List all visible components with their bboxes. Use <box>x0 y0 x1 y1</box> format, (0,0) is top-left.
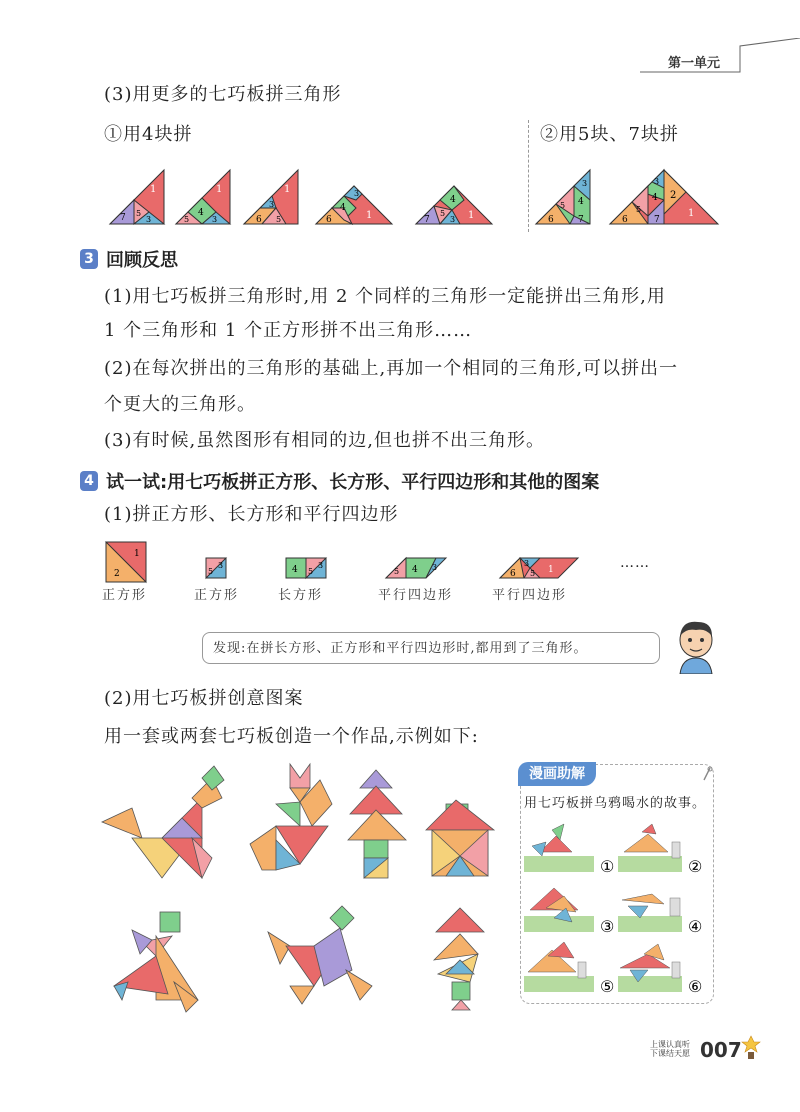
square-figure-large <box>106 542 146 582</box>
triangle-figure-6 <box>536 170 590 225</box>
svg-text:5: 5 <box>394 567 400 576</box>
figure-cat <box>250 764 332 870</box>
caption-parallelogram-2: 平行四边形 <box>492 588 568 603</box>
svg-text:5: 5 <box>136 209 142 218</box>
comic-mark-1: ① <box>600 857 615 876</box>
triangle-figure-4 <box>316 186 392 225</box>
comic-mark-3: ③ <box>600 917 615 936</box>
svg-text:4: 4 <box>340 203 346 213</box>
svg-text:5: 5 <box>636 205 642 214</box>
svg-text:5: 5 <box>530 569 536 578</box>
comic-frame-3 <box>524 888 594 932</box>
svg-text:3: 3 <box>269 200 275 209</box>
section3-line-1: (1)用七巧板拼三角形时,用 2 个同样的三角形一定能拼出三角形,用 <box>104 286 666 307</box>
figure-dog <box>102 766 224 878</box>
svg-text:7: 7 <box>578 215 584 225</box>
parallelogram-figure-2 <box>500 558 578 579</box>
section3-title: 回顾反思 <box>106 250 178 271</box>
section4-heading <box>80 468 599 494</box>
comic-tag: 漫画助解 <box>518 762 596 786</box>
footer-slogan-line-2: 下课结天愿 <box>650 1049 690 1058</box>
square-figure-small <box>206 558 226 578</box>
svg-text:6: 6 <box>326 215 332 225</box>
svg-text:3: 3 <box>354 189 360 198</box>
part3-sub1: ①用4块拼 <box>104 124 193 145</box>
mascot-icon <box>740 1034 762 1060</box>
comic-frames <box>524 822 710 998</box>
section3-line-2: 1 个三角形和 1 个正方形拼不出三角形…… <box>104 320 473 341</box>
triangle-figure-3 <box>244 170 298 225</box>
svg-text:3: 3 <box>582 179 588 188</box>
svg-text:4: 4 <box>198 208 204 218</box>
section3-line-3: (2)在每次拼出的三角形的基础上,再加一个相同的三角形,可以拼出一 <box>104 358 678 379</box>
svg-text:1: 1 <box>150 184 157 195</box>
figure-runner <box>114 912 198 1012</box>
svg-text:4: 4 <box>412 565 418 575</box>
shapes-ellipsis: …… <box>620 555 650 571</box>
svg-text:1: 1 <box>134 549 140 559</box>
triangle-figure-5 <box>416 186 492 225</box>
svg-text:4: 4 <box>578 197 584 207</box>
svg-text:3: 3 <box>432 563 438 572</box>
svg-text:5: 5 <box>184 215 190 224</box>
svg-text:1: 1 <box>548 565 554 575</box>
caption-square-1: 正方形 <box>102 588 148 603</box>
comic-mark-5: ⑤ <box>600 977 615 996</box>
svg-text:3: 3 <box>654 177 660 186</box>
svg-text:5: 5 <box>560 201 566 210</box>
part3-sub2: ②用5块、7块拼 <box>540 124 679 145</box>
svg-text:3: 3 <box>450 215 456 224</box>
section4-sub1: (1)拼正方形、长方形和平行四边形 <box>104 504 399 525</box>
figure-house <box>426 800 494 876</box>
comic-mark-2: ② <box>688 857 703 876</box>
svg-text:4: 4 <box>652 193 658 203</box>
svg-text:2: 2 <box>114 569 120 579</box>
discovery-text: 发现:在拼长方形、正方形和平行四边形时,都用到了三角形。 <box>213 641 588 656</box>
section4-sub2: (2)用七巧板拼创意图案 <box>104 688 304 709</box>
section3-line-4: 个更大的三角形。 <box>104 394 256 415</box>
svg-text:1: 1 <box>366 210 373 221</box>
svg-text:5: 5 <box>276 215 282 224</box>
svg-text:7: 7 <box>120 213 126 223</box>
comic-frame-4 <box>618 894 682 932</box>
section4-number: 4 <box>80 471 98 491</box>
svg-text:1: 1 <box>216 184 223 195</box>
caption-rectangle: 长方形 <box>278 588 324 603</box>
svg-text:4: 4 <box>450 195 456 205</box>
section4-intro: 用一套或两套七巧板创造一个作品,示例如下: <box>104 726 479 747</box>
section4-title: 试一试:用七巧板拼正方形、长方形、平行四边形和其他的图案 <box>106 472 600 493</box>
svg-text:3: 3 <box>212 215 218 224</box>
comic-frame-2 <box>618 824 682 872</box>
svg-text:1: 1 <box>688 208 695 219</box>
boy-avatar <box>672 618 720 674</box>
svg-text:3: 3 <box>218 561 224 570</box>
svg-text:7: 7 <box>654 215 660 225</box>
svg-text:5: 5 <box>440 209 446 218</box>
svg-text:1: 1 <box>468 210 475 221</box>
page-number: 007 <box>700 1038 742 1062</box>
svg-text:7: 7 <box>424 215 430 225</box>
figure-tree <box>348 770 406 878</box>
svg-text:6: 6 <box>622 215 628 225</box>
unit-title: 第一单元 <box>668 56 721 71</box>
svg-text:6: 6 <box>510 569 516 579</box>
comic-text: 用七巧板拼乌鸦喝水的故事。 <box>524 796 707 811</box>
comic-mark-4: ④ <box>688 917 703 936</box>
figure-horse <box>268 906 372 1004</box>
svg-text:6: 6 <box>548 215 554 225</box>
svg-text:1: 1 <box>284 184 291 195</box>
comic-mark-6: ⑥ <box>688 977 703 996</box>
footer-slogan-line-1: 上课认真听 <box>650 1040 690 1049</box>
svg-text:3: 3 <box>318 561 324 570</box>
section3-heading <box>80 246 178 272</box>
caption-square-2: 正方形 <box>194 588 240 603</box>
comic-frame-5 <box>524 942 594 992</box>
tangram-shapes-row <box>100 540 620 584</box>
part3-title: (3)用更多的七巧板拼三角形 <box>104 84 342 105</box>
caption-parallelogram-1: 平行四边形 <box>378 588 454 603</box>
pin-icon <box>700 766 714 782</box>
svg-text:3: 3 <box>524 559 530 568</box>
creative-figures <box>100 760 510 1030</box>
svg-text:5: 5 <box>308 567 314 576</box>
discovery-bubble <box>202 632 660 664</box>
comic-frame-6 <box>618 944 682 992</box>
comic-frame-1 <box>524 824 594 872</box>
tangram-triangles-row <box>104 160 724 230</box>
triangle-figure-2 <box>176 170 230 224</box>
section3-line-5: (3)有时候,虽然图形有相同的边,但也拼不出三角形。 <box>104 430 545 451</box>
svg-text:4: 4 <box>292 565 298 575</box>
rectangle-figure <box>286 558 326 578</box>
triangle-figure-7 <box>610 170 718 225</box>
svg-text:6: 6 <box>256 215 262 225</box>
section3-number: 3 <box>80 249 98 269</box>
svg-text:2: 2 <box>670 190 677 201</box>
triangle-figure-1 <box>110 170 164 224</box>
figure-robot <box>434 908 484 1010</box>
parallelogram-figure-1 <box>386 558 446 578</box>
footer-slogan <box>650 1040 690 1058</box>
svg-text:5: 5 <box>208 567 214 576</box>
svg-text:3: 3 <box>146 215 152 224</box>
